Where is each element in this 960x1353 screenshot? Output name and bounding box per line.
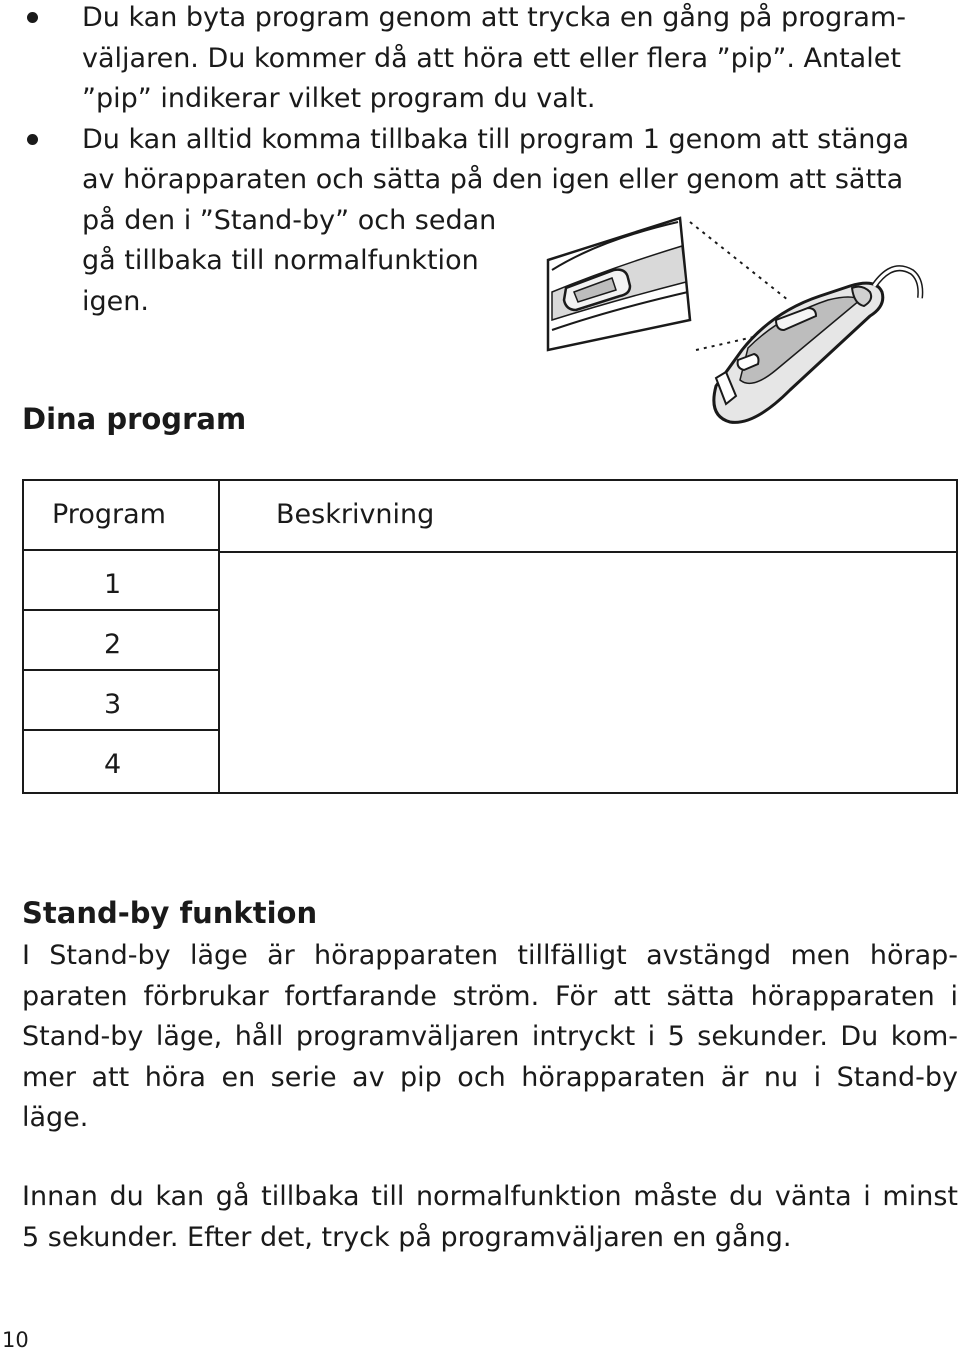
bullet-line: av hörapparaten och sätta på den igen eller genom att sätta (82, 164, 904, 195)
standby-paragraph (22, 936, 958, 1139)
paragraph-line: paraten förbrukar fortfarande ström. För att sätta hörapparaten i (22, 980, 958, 1012)
bullet-dot-icon (27, 12, 38, 23)
standby-heading: Stand-by funktion (22, 896, 318, 930)
program-row (24, 731, 218, 791)
program-number: 3 (104, 689, 122, 720)
paragraph-line: Stand-by läge, håll programväljaren intryckt i 5 sekunder. Du kom- (22, 1021, 958, 1052)
program-table (22, 479, 958, 794)
program-column-header: Program (52, 499, 166, 530)
program-number: 2 (104, 629, 122, 660)
bullet-line: Du kan byta program genom att trycka en gång på program- (82, 2, 907, 33)
bullet-line: gå tillbaka till normalfunktion (82, 245, 479, 276)
program-number: 1 (104, 569, 122, 600)
programs-heading: Dina program (22, 402, 247, 436)
program-row (24, 551, 218, 611)
paragraph-line: I Stand-by läge är hörapparaten tillfälligt avstängd men hörap- (22, 940, 958, 971)
bullet-line: ”pip” indikerar vilket program du valt. (82, 83, 596, 114)
hearing-aid-program-button-icon (540, 200, 960, 440)
description-column-header: Beskrivning (276, 499, 435, 530)
program-row (24, 611, 218, 671)
paragraph-line: Innan du kan gå tillbaka till normalfunktion måste du vänta i minst (22, 1181, 958, 1212)
paragraph-line: läge. (22, 1102, 89, 1133)
program-row (24, 671, 218, 731)
bullet-line: Du kan alltid komma tillbaka till program 1 genom att stänga (82, 123, 910, 155)
bullet-line: på den i ”Stand-by” och sedan (82, 204, 497, 236)
program-column (24, 481, 220, 792)
bullet-item-change-program (0, 0, 960, 120)
program-header-cell (24, 481, 218, 551)
page-number: 10 (2, 1328, 29, 1352)
program-number: 4 (104, 749, 122, 780)
description-header-cell (220, 481, 958, 553)
bullet-line: väljaren. Du kommer då att höra ett eller flera ”pip”. Antalet (82, 42, 901, 74)
bullet-dot-icon (27, 134, 38, 145)
bullet-line: igen. (82, 285, 149, 317)
return-normal-paragraph (22, 1177, 958, 1258)
paragraph-line: 5 sekunder. Efter det, tryck på programväljaren en gång. (22, 1221, 792, 1253)
paragraph-line: mer att höra en serie av pip och hörapparaten är nu i Stand-by (22, 1061, 958, 1093)
